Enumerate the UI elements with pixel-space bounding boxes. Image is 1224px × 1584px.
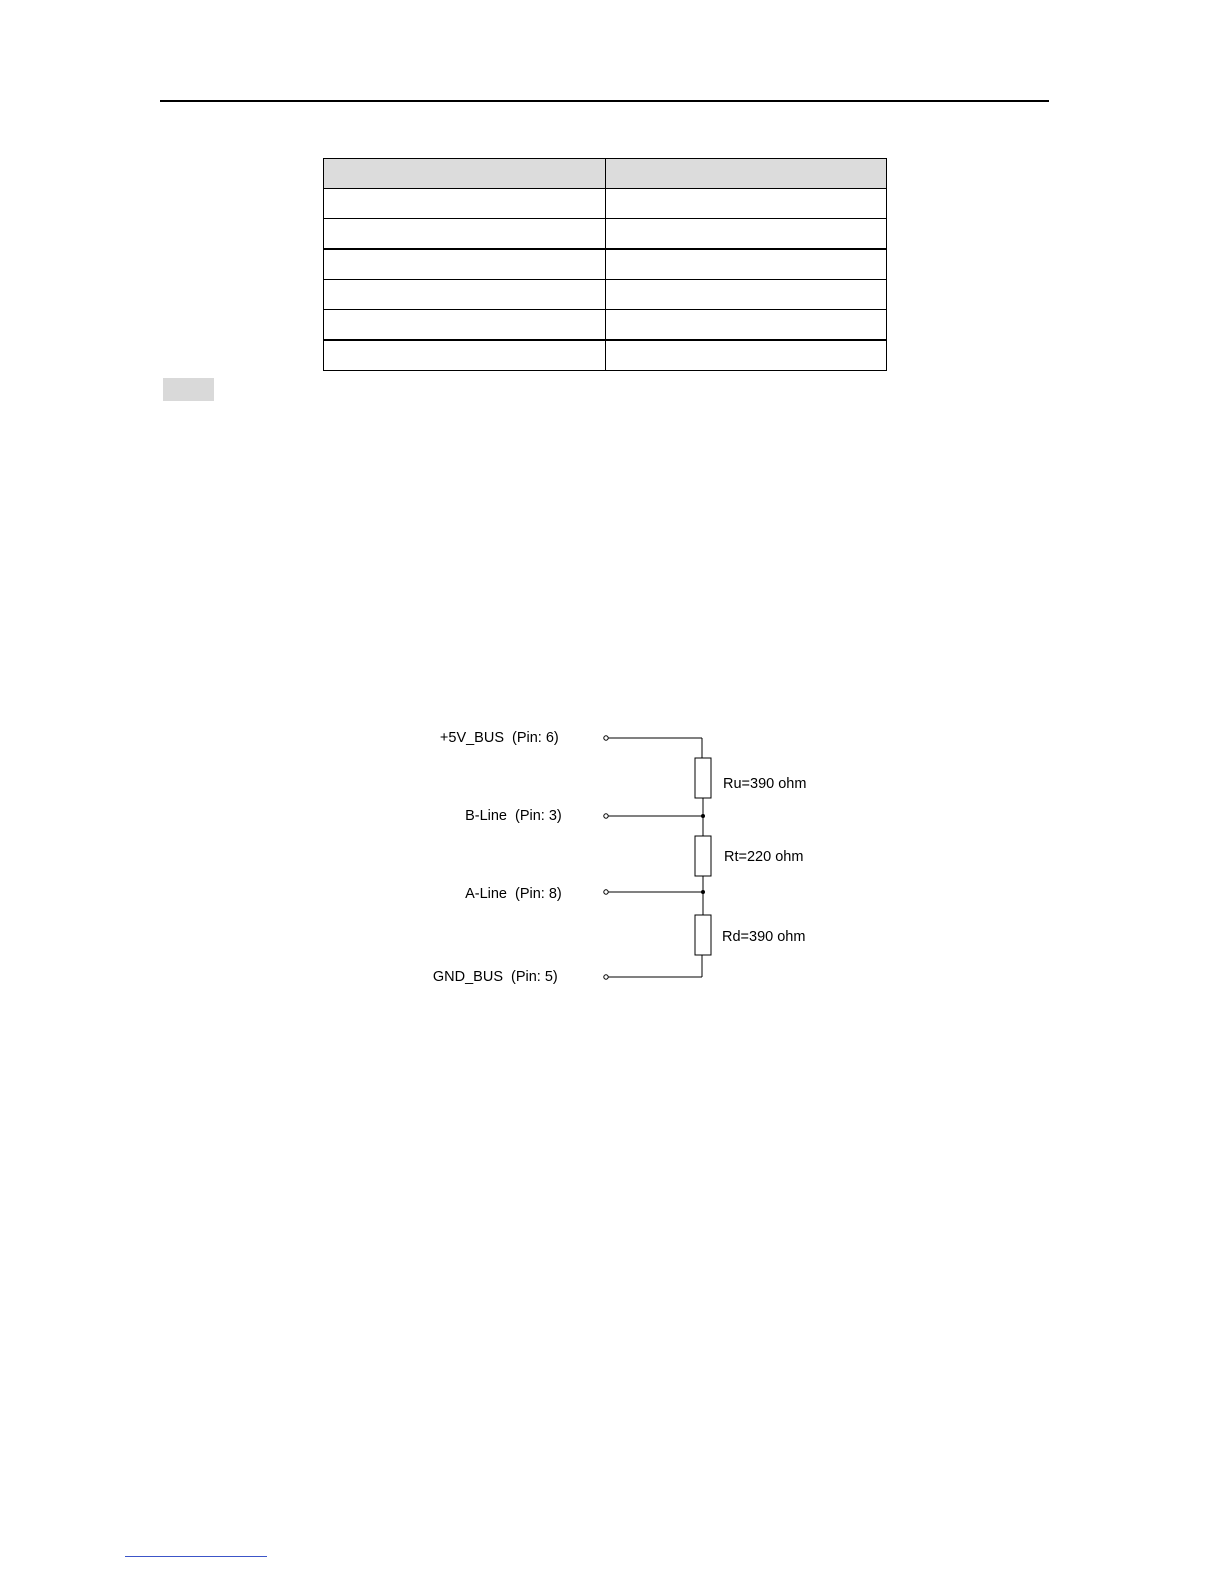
table-cell bbox=[324, 219, 606, 250]
resistor-label-ru: Ru=390 ohm bbox=[723, 776, 807, 792]
terminal-pin-5v: (Pin: 6) bbox=[512, 730, 559, 746]
resistor-rd bbox=[695, 915, 711, 955]
table-cell bbox=[324, 340, 606, 371]
terminal-icon bbox=[604, 975, 608, 979]
footer-link-underline[interactable] bbox=[125, 1556, 267, 1557]
table-cell bbox=[606, 280, 887, 310]
table-cell bbox=[606, 340, 887, 371]
note-marker bbox=[163, 378, 214, 401]
table-cell bbox=[324, 280, 606, 310]
junction-dot-icon bbox=[701, 890, 705, 894]
table-row bbox=[324, 249, 887, 280]
junction-dot-icon bbox=[701, 814, 705, 818]
terminal-pin-b-line: (Pin: 3) bbox=[515, 808, 562, 824]
spec-table bbox=[323, 158, 887, 371]
terminal-label-b-line: B-Line bbox=[465, 808, 507, 824]
table-row bbox=[324, 280, 887, 310]
resistor-label-rt: Rt=220 ohm bbox=[724, 849, 804, 865]
header-rule bbox=[160, 100, 1049, 102]
table-cell bbox=[606, 249, 887, 280]
terminal-icon bbox=[604, 736, 608, 740]
terminal-label-5v: +5V_BUS bbox=[439, 730, 504, 746]
terminal-label-a-line: A-Line bbox=[465, 886, 507, 902]
table-row bbox=[324, 340, 887, 371]
resistor-label-rd: Rd=390 ohm bbox=[722, 929, 806, 945]
resistor-ru bbox=[695, 758, 711, 798]
table-row bbox=[324, 189, 887, 219]
terminal-pin-gnd: (Pin: 5) bbox=[511, 969, 558, 985]
terminal-label-gnd: GND_BUS bbox=[432, 969, 503, 985]
table-header-cell bbox=[324, 159, 606, 189]
termination-schematic bbox=[400, 715, 840, 995]
table-row bbox=[324, 219, 887, 250]
terminal-icon bbox=[604, 890, 608, 894]
resistor-rt bbox=[695, 836, 711, 876]
terminal-pin-a-line: (Pin: 8) bbox=[515, 886, 562, 902]
table-cell bbox=[324, 310, 606, 341]
table-cell bbox=[324, 189, 606, 219]
terminal-icon bbox=[604, 814, 608, 818]
table-cell bbox=[606, 310, 887, 341]
table-cell bbox=[606, 219, 887, 250]
table-cell bbox=[606, 189, 887, 219]
table-header-cell bbox=[606, 159, 887, 189]
table-cell bbox=[324, 249, 606, 280]
table-row bbox=[324, 310, 887, 341]
table-header-row bbox=[324, 159, 887, 189]
